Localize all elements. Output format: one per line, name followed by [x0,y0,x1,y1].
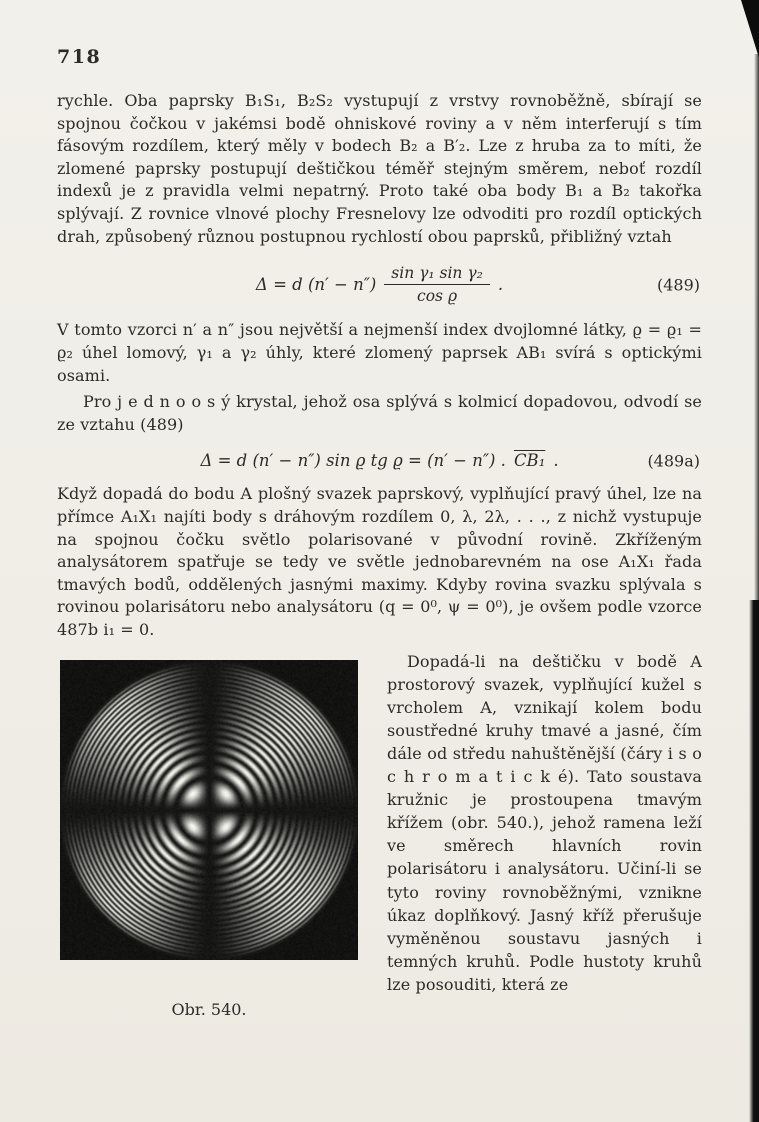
eq489-label: (489) [656,275,700,295]
scan-shadow-right-edge-lower [749,600,759,1122]
page-number: 718 [57,46,102,68]
eq489a-overlined-term: CB₁ [513,451,546,471]
equation-489a-body [200,451,558,470]
equation-489a [57,451,702,470]
scan-shadow-right-edge [754,54,759,606]
paragraph-5: Dopadá-li na deštičku v bodě A prostorový svazek, vyplňující kužel s vrcholem A, vznikají kolem bodu soustředné kruhy tmavé a jasné, čím dále od středu nahuštěnější (čáry i s o c h r o m a t i c k é). Tato soustava kružnic je prostoupena tmavým křížem (obr. 540.), jehož ramena leží ve směrech hlavních rovin polarisátoru i analysátoru. Učiní-li se tyto roviny rovnoběžnými, vznikne úkaz doplňkový. Jasný kříž přerušuje vyměněnou soustavu jasných i temných kruhů. Podle hustoty kruhů lze posouditi, která ze [387,651,702,994]
paragraph-4: Když dopadá do bodu A plošný svazek paprskový, vyplňující pravý úhel, lze na přímce A₁X₁ najíti body s dráhovým rozdílem 0, λ, 2λ, . . ., z nichž vystupuje na spojnou čočku světlo polarisované v původní rovině. Zkříženým analysátorem spatřuje se tedy ve světle jednobarevném na ose A₁X₁ řada tmavých bodů, oddělených jasnými maximy. Kdyby rovina svazku splývala s rovinou polarisátoru nebo analysátoru (q = 0⁰, ψ = 0⁰), je ovšem podle vzorce 487b i₁ = 0. [57,484,702,639]
figure-caption: Obr. 540. [171,999,247,1019]
interference-pattern-image [60,660,358,960]
equation-489 [57,263,702,306]
eq489-numerator: sin γ₁ sin γ₂ [384,263,490,285]
eq489-denominator: cos ϱ [417,287,458,306]
eq489-fraction [384,263,490,306]
paragraph-2: V tomto vzorci n′ a n″ jsou největší a nejmenší index dvojlomné látky, ϱ = ϱ₁ = ϱ₂ úhel lomový, γ₁ a γ₂ úhly, které zlomený paprsek AB₁ svírá s optickými osami. [57,320,702,385]
eq489-lhs: Δ = d (n′ − n″) [255,275,377,295]
paragraph-3: Pro j e d n o o s ý krystal, jehož osa splývá s kolmicí dopadovou, odvodí se ze vztahu (489) [57,392,702,434]
eq489-period: . [497,275,504,295]
figure-540 [57,650,361,1019]
eq489a-label: (489a) [647,451,700,471]
figure-and-text-row [57,650,702,1019]
eq489a-period: . [553,451,559,471]
equation-489-body [256,263,503,306]
eq489a-expression: Δ = d (n′ − n″) sin ϱ tg ϱ = (n′ − n″) . [200,451,506,471]
paragraph-1: rychle. Oba paprsky B₁S₁, B₂S₂ vystupují z vrstvy rovnoběžně, sbírají se spojnou čočkou v jakémsi bodě ohniskové roviny a v něm interferují s tím fásovým rozdílem, který měly v bodech B₂ a B′₂. Lze z hruba za to míti, že zlomené paprsky postupují deštičkou téměř stejným směrem, neboť rozdíl indexů je z pravidla velmi nepatrný. Proto také oba body B₁ a B₂ takořka splývají. Z rovnice vlnové plochy Fresnelovy lze odvoditi pro rozdíl optických drah, způsobený různou postupnou rychlostí obou paprsků, přibližný vztah [57,91,702,246]
